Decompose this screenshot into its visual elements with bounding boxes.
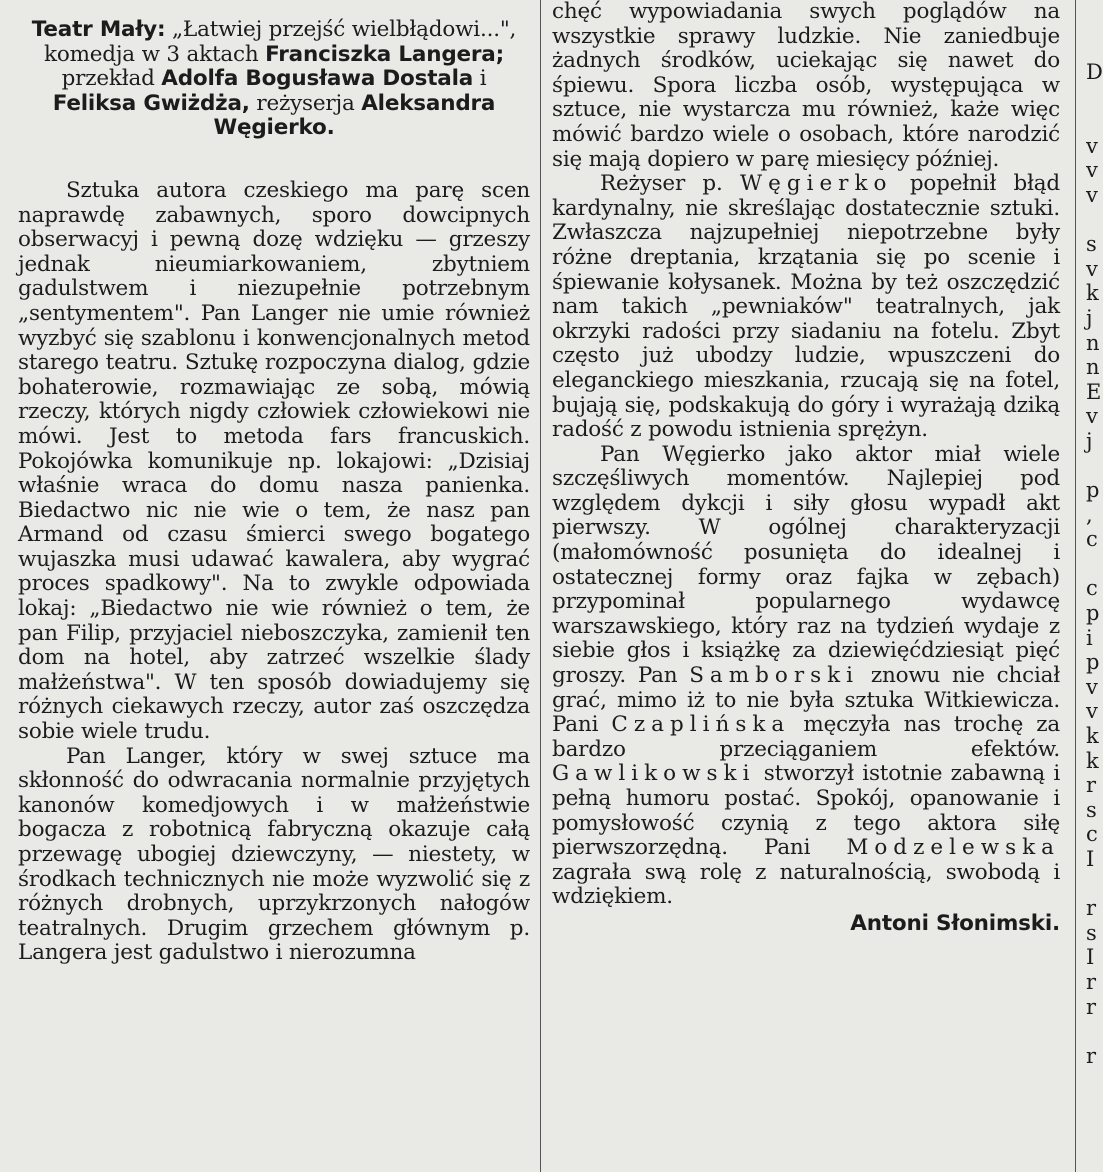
column-rule [540,0,541,1172]
play-author: Franciszka Langera; [265,41,504,67]
article-column-2 [552,0,1060,1172]
article-column-1 [18,0,530,1172]
director-name: Aleksandra Węgierko. [213,90,496,141]
play-title: „Łatwiej przejść wielbłądowi...", komedja w 3 aktach [44,17,517,67]
article-heading [18,18,530,141]
text-run: Pan Węgierko jako aktor miał wiele szczęśliwych momentów. Najlepiej pod względem dykcji i siły głosu wypadł akt pierwszy. W ogólnej charakteryzacji (małomówność posunięta do idealnej i ostatecznej formy oraz fajka w zębach) przypominał popularnego wydawcę warszawskiego, który raz na tydzień wydaje z siebie głos i książkę za dziewięćdziesiąt pięć groszy. Pan [552,441,1060,689]
spaced-name: Samborski [689,663,860,689]
cropped-column-edge [1086,0,1103,1172]
paragraph [552,172,1060,443]
spaced-name: Gawlikowski [552,761,756,787]
spaced-name: Węgierko [740,171,893,197]
paragraph: Sztuka autora czeskiego ma parę scen naprawdę zabawnych, sporo dowcipnych obserwacyj i pewną dozę wdzięku — grzeszy jednak nieumiarkowaniem, zbytniem gadulstwem i niezupełnie potrzebnym „sentymentem". Pan Langer nie umie również wyzbyć się szablonu i konwencjonalnych metod starego teatru. Sztukę rozpoczyna dialog, gdzie bohaterowie, rozmawiając ze sobą, mówią rzeczy, których nigdy człowiek człowiekowi nie mówi. Jest to metoda fars francuskich. Pokojówka komunikuje np. lokajowi: „Dzisiaj właśnie wraca do domu nasza panienka. Biedactwo nic nie wie o tem, że nasz pan Armand od czasu śmierci swego bogatego wujaszka musi udawać kawalera, aby wygrać proces spadkowy". Na to zwykle odpowiada lokaj: „Biedactwo nie wie również o tem, że pan Filip, przyjaciel nieboszczyka, zamienił ten dom na hotel, aby zatrzeć wszelkie ślady małżeństwa". W ten sposób dowiadujemy się różnych ciekawych rzeczy, autor zaś oszczędza sobie wiele trudu. [18,177,530,745]
author-signature: Antoni Słonimski. [850,910,1060,936]
text-run: popełnił błąd kardynalny, nie skreślając dostatecznie sztuki. Zwłaszcza najzupełniej niepotrzebne były różne dreptania, krzątania się po scenie i śpiewanie kołysanek. Można by też oszczędzić nam takich „pewniaków" teatralnych, jak okrzyki radości przy siadaniu na fotelu. Zbyt często już ubodzy ludzie, wpuszczeni do eleganckiego mieszkania, rzucają się na fotel, bujają się, podskakują do góry i wyrażają dziką radość z powodu istnienia sprężyn. [552,171,1060,443]
paragraph [552,443,1060,910]
heading-text: i [473,66,487,92]
theatre-name: Teatr Mały: [31,17,166,42]
text-run: męczyła nas trochę za bardzo przeciąganiem efektów. [552,712,1060,762]
spaced-name: Modzelewska [846,835,1060,861]
column-rule [1075,0,1076,1172]
heading-text: reżyserja [249,90,362,116]
text-run: zagrała swą rolę z naturalnością, swobodą i wdziękiem. [552,859,1060,910]
translator-2: Feliksa Gwiżdża, [52,90,250,116]
translator-1: Adolfa Bogusława Dostala [161,66,474,92]
text-run: Reżyser p. [600,171,740,197]
cropped-letters: D v v v s v k j n n E v j p , c c p i p v v k k r s c I r s I r r r [1086,60,1103,1068]
spaced-name: Czaplińska [611,712,791,738]
text-run: znowu nie chciał grać, mimo iż to nie była sztuka Witkiewicza. Pani [552,663,1061,738]
text-run: stworzył istotnie zabawną i pełną humoru postać. Spokój, opanowanie i pomysłowość czynią z tego aktora siłę pierwszorzędną. Pani [552,761,1060,861]
heading-text: przekład [61,66,162,92]
paragraph: chęć wypowiadania swych poglądów na wszystkie sprawy ludzkie. Nie zaniedbuje żadnych środków, uciekając się nawet do śpiewu. Spora liczba osób, występująca w sztuce, nie wystarcza mu również, każe więc mówić bardzo wiele o osobach, które narodzić się mają dopiero w parę miesięcy później. [552,0,1060,172]
paragraph: Pan Langer, który w swej sztuce ma skłonność do odwracania normalnie przyjętych kanonów komedjowych i w małżeństwie bogacza z robotnicą fabryczną okazuje całą przewagę ubogiej dziewczyny, — niestety, w środkach technicznych nie może wyzwolić się z różnych drobnych, uprzykrzonych nałogów teatralnych. Drugim grzechem głównym p. Langera jest gadulstwo i nierozumna [18,743,530,966]
